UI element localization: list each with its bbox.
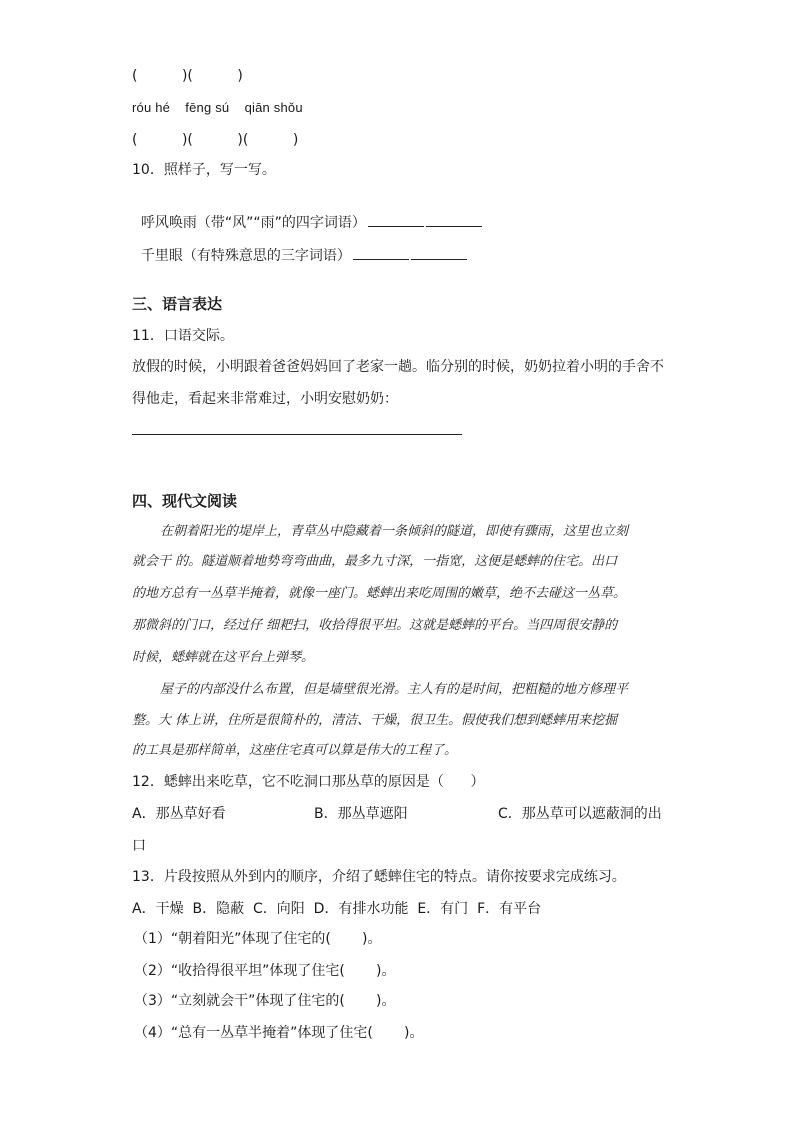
q11-line2: 得他走，看起来非常难过，小明安慰奶奶： (132, 391, 398, 407)
passage-line: 的地方总有一丛草半掩着，就像一座门。蟋蟀出来吃周围的嫩草，绝不去碰这一丛草。 (132, 586, 627, 601)
q9-brackets-row1: ( )( ) (132, 68, 243, 84)
passage-line: 那微斜的门口，经过仔 细耙扫，收拾得很平坦。这就是蟋蟀的平台。当四周很安静的 (132, 618, 618, 633)
q9-brackets-row2: ( )( )( ) (132, 132, 299, 148)
passage-line: 就会干 的。隧道顺着地势弯弯曲曲，最多九寸深，一指宽，这便是蟋蟀的住宅。出口 (132, 554, 618, 569)
q12-option-b[interactable]: B．那丛草遮阳 (314, 806, 408, 822)
section4-heading: 四、现代文阅读 (132, 492, 238, 510)
q12-title: 12．蟋蟀出来吃草，它不吃洞口那丛草的原因是（ ） (132, 774, 485, 790)
q13-item-1: （1）“朝着阳光”体现了住宅的( )。 (134, 931, 382, 947)
q13-title: 13．片段按照从外到内的顺序，介绍了蟋蟀住宅的特点。请你按要求完成练习。 (132, 869, 626, 885)
passage-line: 屋子的内部没什么布置，但是墙壁很光滑。主人有的是时间，把粗糙的地方修理平 (160, 682, 629, 697)
q12-option-c-wrap: 口 (132, 838, 146, 854)
q10-title: 10．照样子，写一写。 (132, 162, 276, 178)
passage-line: 整。大 体上讲，住所是很简朴的，清洁、干燥，很卫生。假使我们想到蟋蟀用来挖掘 (132, 713, 618, 728)
q12-option-a[interactable]: A．那丛草好看 (132, 806, 226, 822)
passage-line: 的工具是那样简单，这座住宅真可以算是伟大的工程了。 (132, 743, 458, 758)
q11-title: 11．口语交际。 (132, 328, 234, 344)
q12-option-c[interactable]: C．那丛草可以遮蔽洞的出 (498, 806, 662, 822)
passage-line: 时候，蟋蟀就在这平台上弹琴。 (132, 650, 315, 665)
q13-options: A．干燥 B．隐蔽 C．向阳 D．有排水功能 E．有门 F．有平台 (132, 901, 542, 917)
q13-item-4: （4）“总有一丛草半掩着”体现了住宅( )。 (134, 1025, 424, 1041)
answer-blank[interactable] (411, 245, 467, 260)
answer-blank[interactable] (353, 245, 409, 260)
q13-item-3: （3）“立刻就会干”体现了住宅的( )。 (134, 993, 396, 1009)
q10-line2 (132, 225, 467, 266)
q13-item-2: （2）“收拾得很平坦”体现了住宅( )。 (134, 963, 396, 979)
q11-line1: 放假的时候，小明跟着爸爸妈妈回了老家一趟。临分别的时候，奶奶拉着小明的手舍不 (132, 359, 664, 375)
passage-line: 在朝着阳光的堤岸上，青草丛中隐藏着一条倾斜的隧道，即使有骤雨，这里也立刻 (160, 524, 629, 539)
section3-heading: 三、语言表达 (132, 295, 223, 313)
q9-pinyin-row: róu hé fēng sú qiān shǒu (132, 100, 303, 115)
q10-line1-text: 呼风唤雨（带“风”“雨”的四字词语） (140, 215, 366, 231)
q11-answer-line[interactable] (132, 434, 462, 435)
q10-line2-text: 千里眼（有特殊意思的三字词语） (140, 248, 351, 264)
